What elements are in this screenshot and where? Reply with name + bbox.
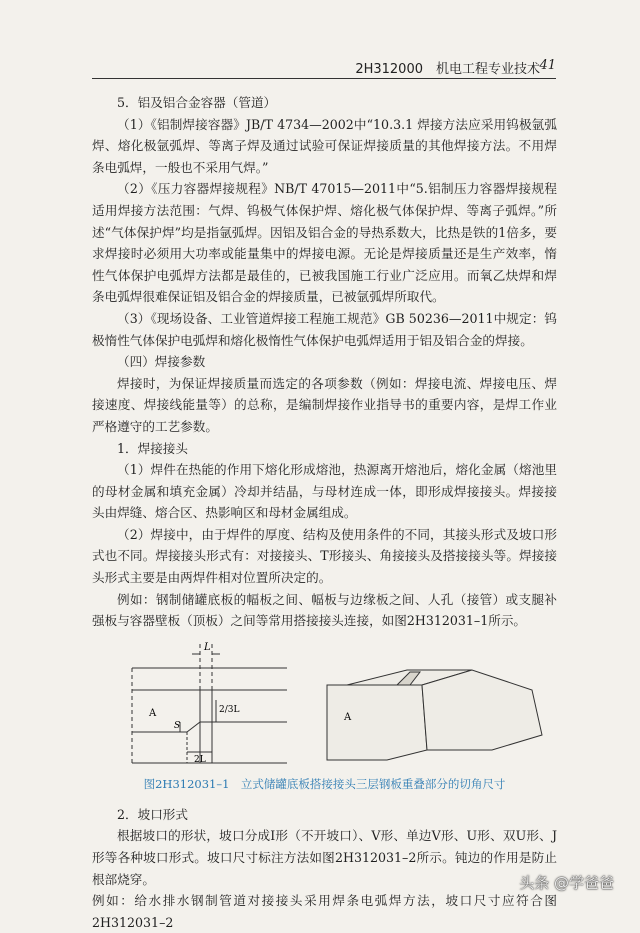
paragraph: （3）《现场设备、工业管道焊接工程施工规范》GB 50236—2011中规定：钨极惰性气体保护电弧焊和熔化极惰性气体保护电弧焊适用于铝及铝合金的焊接。: [92, 310, 557, 348]
paragraph: 例如：给水排水钢制管道对接接头采用焊条电弧焊方法，坡口尺寸应符合图2H312031–2: [92, 893, 557, 930]
page-header: [0, 56, 640, 80]
paragraph: （2）《压力容器焊接规程》NB/T 47015—2011中“5.铝制压力容器焊接规程适用焊接方法范围：气焊、钨极气体保护焊、熔化极气体保护焊、等离子弧焊。”所述“气体保护焊”均是指氩弧焊。因铝及铝合金的导热系数大，比热是铁的1倍多，要求焊接时必须用大功率或能量集中的焊接电源。无论是焊接质量还是生产效率，惰性气体保护电弧焊方法都是最佳的，已被我国施工行业广泛应用。而氧乙炔焊和焊条电弧焊很难保证铝及铝合金的焊接质量，已被氩弧焊所取代。: [92, 181, 557, 305]
label-2L: 2L: [194, 754, 206, 765]
section-heading: （四）焊接参数: [117, 354, 206, 370]
label-L: L: [204, 641, 211, 653]
paragraph: （2）焊接中，由于焊件的厚度、结构及使用条件的不同，其接头形式及坡口形式也不同。焊接接头形式有：对接接头、T形接头、角接接头及搭接接头等。焊接接头形式主要是由两焊件相对位置所决定的。: [92, 526, 557, 586]
subsection-heading: 2．坡口形式: [117, 806, 188, 822]
paragraph: 例如：钢制储罐底板的幅板之间、幅板与边缘板之间、人孔（接管）或支腿补强板与容器壁板（顶板）之间等常用搭接接头连接，如图2H312031–1所示。: [92, 591, 557, 629]
paragraph: （1）焊件在热能的作用下熔化形成熔池，热源离开熔池后，熔化金属（熔池里的母材金属和填充金属）冷却并结晶，与母材连成一体，即形成焊接接头。焊接接头由焊缝、熔合区、热影响区和母材金属组成。: [92, 462, 557, 521]
figure-caption: 图2H312031–1 立式储罐底板搭接接头三层钢板重叠部分的切角尺寸: [143, 776, 506, 791]
paragraph: 根据坡口的形状，坡口分成I形（不开坡口）、V形、单边V形、U形、双U形、J形等各种坡口形式。坡口尺寸标注方法如图2H312031–2所示。钝边的作用是防止根部烧穿。: [92, 828, 557, 887]
header-rule: [92, 78, 556, 79]
paragraph: （1）《铝制焊接容器》JB/T 4734—2002中“10.3.1 焊接方法应采用钨极氩弧焊、熔化极氩弧焊、等离子焊及通过试验可保证焊接质量的其他焊接方法。不用焊条电弧焊，一般也不采用气焊。”: [92, 116, 557, 175]
label-two-third-L: 2/3L: [219, 704, 240, 715]
lap-joint-diagram: [92, 640, 557, 770]
section-title: 2H312000 机电工程专业技术: [355, 62, 540, 77]
paragraph: 焊接时，为保证焊接质量而选定的各项参数（例如：焊接电流、焊接电压、焊接速度、焊接线能量等）的总称，是编制焊接作业指导书的重要内容，是焊工作业严格遵守的工艺参数。: [92, 375, 557, 434]
label-A-right: A: [344, 711, 352, 723]
subsection-heading: 1．焊接接头: [117, 440, 188, 456]
page-number: 41: [539, 58, 556, 73]
label-A: A: [149, 707, 157, 719]
figure-lap-joint: [92, 640, 557, 770]
page-body: [92, 92, 557, 933]
watermark: 头条 @学爸爸: [519, 874, 614, 892]
subsection-heading: 5．铝及铝合金容器（管道）: [117, 95, 277, 110]
label-S: S: [174, 720, 181, 731]
